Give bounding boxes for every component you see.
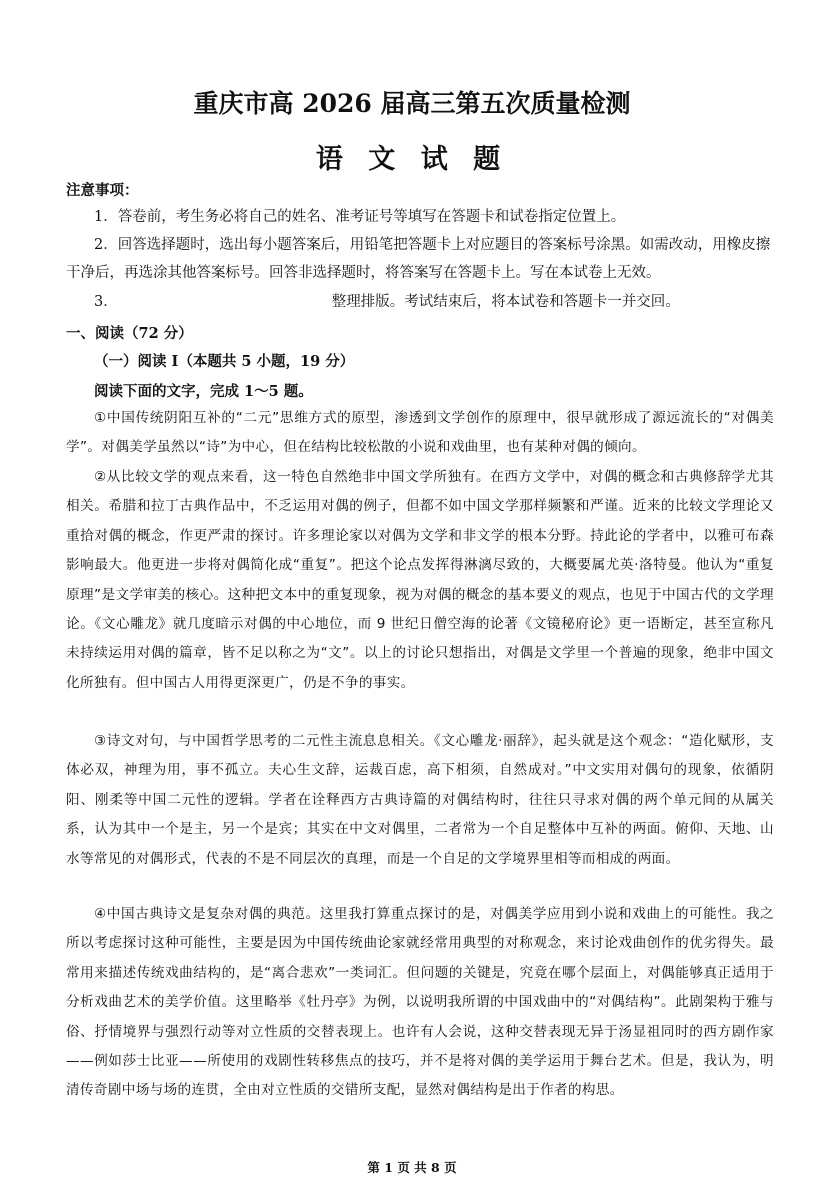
reading-instruction: 阅读下面的文字，完成 1～5 题。 (94, 383, 313, 400)
note-item (66, 203, 772, 231)
note-number: 1． (94, 209, 118, 225)
note-text: 回答选择题时，选出每小题答案后，用铅笔把答题卡上对应题目的答案标号涂黑。如需改动，用橡皮擦干净后，再选涂其他答案标号。回答非选择题时，将答案写在答题卡上。写在本试卷上无效。 (66, 237, 771, 281)
section-heading: 一、阅读（72 分） (66, 325, 193, 342)
exam-subject-title: 语 文 试 题 (315, 144, 509, 175)
note-text: 整理排版。考试结束后，将本试卷和答题卡一并交回。 (331, 294, 680, 310)
passage-paragraph: ③诗文对句，与中国哲学思考的二元性主流息息相关。《文心雕龙·丽辞》，起头就是这个观念：“造化赋形，支体必双，神理为用，事不孤立。夫心生文辞，运裁百虑，高下相须，自然成对。”中文实用对偶句的现象，依循阴阳、刚柔等中国二元性的逻辑。学者在诠释西方古典诗篇的对偶结构时，往往只寻求对偶的两个单元间的从属关系，认为其中一个是主，另一个是宾；其实在中文对偶里，二者常为一个自足整体中互补的两面。俯仰、天地、山水等常见的对偶形式，代表的不是不同层次的真理，而是一个自足的文学境界里相等而相成的两面。 (66, 733, 774, 867)
passage-paragraph: ①中国传统阴阳互补的“二元”思维方式的原型，渗透到文学创作的原理中，很早就形成了源远流长的“对偶美学”。对偶美学虽然以“诗”为中心，但在结构比较松散的小说和戏曲里，也有某种对偶的倾向。 (66, 410, 774, 456)
passage-paragraph: ②从比较文学的观点来看，这一特色自然绝非中国文学所独有。在西方文学中，对偶的概念和古典修辞学尤其相关。希腊和拉丁古典作品中，不乏运用对偶的例子，但都不如中国文学那样频繁和严谨。近来的比较文学理论又重拾对偶的概念，作更严肃的探讨。许多理论家以对偶为文学和非文学的根本分野。持此论的学者中，以雅可布森影响最大。他更进一步将对偶简化成“重复”。把这个论点发挥得淋漓尽致的，大概要属尤英·洛特曼。他认为“重复原理”是文学审美的核心。这种把文本中的重复现象，视为对偶的概念的基本要义的观点，也见于中国古代的文学理论。《文心雕龙》就几度暗示对偶的中心地位，而 9 世纪日僧空海的论著《文镜秘府论》更一语断定，甚至宣称凡未持续运用对偶的篇章，皆不足以称之为“文”。以上的讨论只想指出，对偶是文学里一个普遍的现象，绝非中国文化所独有。但中国古人用得更深更广，仍是不争的事实。 (66, 469, 774, 691)
note-item (66, 231, 772, 287)
note-item (66, 288, 772, 316)
page-title: 重庆市高 2026 届高三第五次质量检测 (193, 89, 631, 118)
passage-paragraph: ④中国古典诗文是复杂对偶的典范。这里我打算重点探讨的是，对偶美学应用到小说和戏曲上的可能性。我之所以考虑探讨这种可能性，主要是因为中国传统曲论家就经常用典型的对称观念，来讨论戏曲创作的优劣得失。最常用来描述传统戏曲结构的，是“离合悲欢”一类词汇。但问题的关键是，究竟在哪个层面上，对偶能够真正适用于分析戏曲艺术的美学价值。这里略举《牡丹亭》为例，以说明我所谓的中国戏曲中的“对偶结构”。此剧架构于雅与俗、抒情境界与强烈行动等对立性质的交替表现上。也许有人会说，这种交替表现无异于汤显祖同时的西方剧作家——例如莎士比亚——所使用的戏剧性转移焦点的技巧，并不是将对偶的美学运用于舞台艺术。但是，我认为，明清传奇剧中场与场的连贯，全由对立性质的交错所支配，显然对偶结构是出于作者的构思。 (66, 906, 774, 1099)
note-number: 2． (94, 237, 118, 253)
notes-heading: 注意事项： (66, 182, 139, 199)
subsection-heading: （一）阅读 I（本题共 5 小题，19 分） (94, 353, 355, 370)
note-text: 答卷前，考生务必将自己的姓名、准考证号等填写在答题卡和试卷指定位置上。 (117, 209, 626, 225)
note-number: 3． (94, 294, 118, 310)
page-number-footer: 第 1 页 共 8 页 (367, 1160, 457, 1175)
